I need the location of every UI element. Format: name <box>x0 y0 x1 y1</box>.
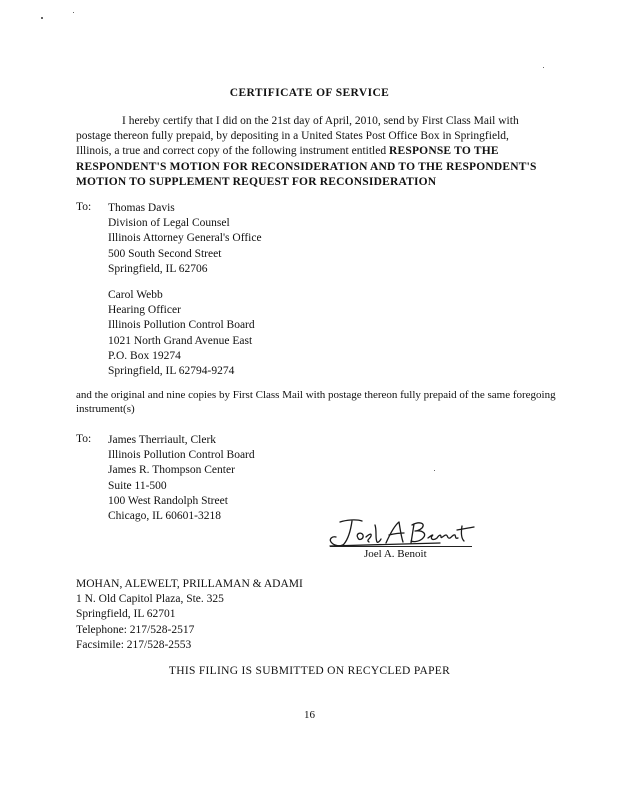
document-title: CERTIFICATE OF SERVICE <box>229 87 390 99</box>
address-line: James R. Thompson Center <box>108 464 235 477</box>
page-number: 16 <box>304 709 315 721</box>
handwritten-signature <box>322 516 482 550</box>
address-line: James Therriault, Clerk <box>108 434 217 446</box>
scan-speck <box>41 17 43 19</box>
address-line: 500 South Second Street <box>108 247 222 260</box>
address-line: P.O. Box 19274 <box>108 349 181 362</box>
address-line: Illinois Pollution Control Board <box>108 449 255 462</box>
instrument-title: RESPONSE TO THE RESPONDENT'S MOTION FOR RECONSIDERATION AND TO THE RESPONDENT'S MOTION TO SUPPLEMENT REQUEST FOR RECONSIDERATION <box>76 145 537 188</box>
address-line: Springfield, IL 62794-9274 <box>108 365 235 378</box>
address-line: Division of Legal Counsel <box>108 217 230 230</box>
to-label: To: <box>76 201 92 213</box>
address-line: 1021 North Grand Avenue East <box>108 334 253 347</box>
original-copies-paragraph: and the original and nine copies by First Class Mail with postage thereon fully prepaid of the same foregoing instrument(s) <box>76 389 556 415</box>
firm-line: Springfield, IL 62701 <box>76 608 176 621</box>
certification-text: I hereby certify that I did on the 21st day of April, 2010, send by First Class Mail with postage thereon fully prepaid, by depositing in a United States Post Office Box in Springfield, Illinois, a true and correct copy of the following instrument entitled <box>76 115 519 158</box>
law-firm-block <box>76 577 303 653</box>
certification-paragraph <box>76 114 546 190</box>
firm-line: Telephone: 217/528-2517 <box>76 623 195 636</box>
address-line: Suite 11-500 <box>108 479 167 492</box>
firm-line: 1 N. Old Capitol Plaza, Ste. 325 <box>76 593 224 606</box>
scan-speck <box>434 470 435 471</box>
firm-line: MOHAN, ALEWELT, PRILLAMAN & ADAMI <box>76 578 303 590</box>
address-line: Chicago, IL 60601-3218 <box>108 510 221 523</box>
address-line: Hearing Officer <box>108 304 181 317</box>
signer-name: Joel A. Benoit <box>364 548 427 560</box>
to-label: To: <box>76 433 92 445</box>
recycled-paper-note: THIS FILING IS SUBMITTED ON RECYCLED PAPER <box>168 665 451 677</box>
address-line: Illinois Attorney General's Office <box>108 232 262 245</box>
scan-speck <box>543 67 544 68</box>
clerk-address <box>108 433 255 524</box>
address-line: Springfield, IL 62706 <box>108 262 208 275</box>
scan-speck <box>73 12 74 13</box>
address-line: Carol Webb <box>108 289 163 301</box>
recipient-address-1 <box>108 201 262 277</box>
firm-line: Facsimile: 217/528-2553 <box>76 638 192 651</box>
recipient-address-2 <box>108 288 255 379</box>
address-line: 100 West Randolph Street <box>108 494 228 507</box>
signature-line <box>330 546 472 547</box>
address-line: Thomas Davis <box>108 202 175 214</box>
address-line: Illinois Pollution Control Board <box>108 319 255 332</box>
